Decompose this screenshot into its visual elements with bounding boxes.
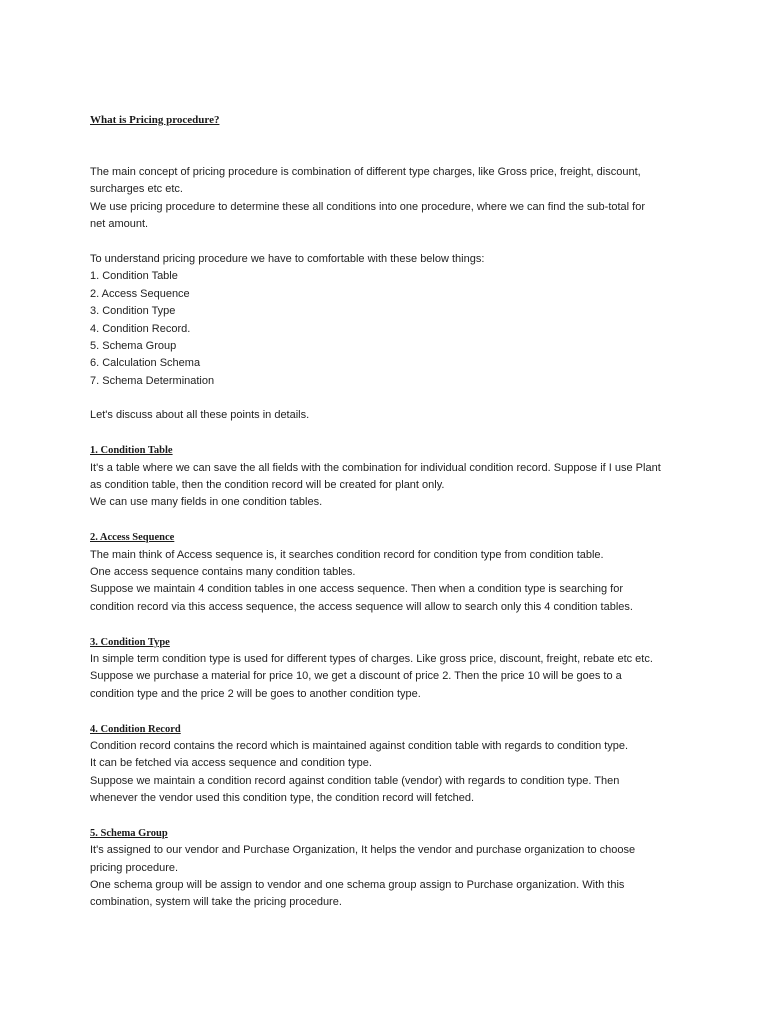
section-line: as condition table, then the condition record will be created for plant only. — [90, 479, 445, 492]
spacer — [90, 234, 680, 251]
list-item: 6. Calculation Schema — [90, 357, 201, 370]
section-line: condition record via this access sequence, the access sequence will allow to search only this 4 condition tables. — [90, 600, 633, 613]
intro-paragraph — [90, 164, 680, 234]
section-heading: 5. Schema Group — [90, 827, 168, 839]
list-item: 1. Condition Table — [90, 270, 178, 283]
document-title: What is Pricing procedure? — [90, 114, 220, 126]
intro-line: We use pricing procedure to determine these all conditions into one procedure, where we can find the sub-total for — [90, 200, 646, 213]
section-condition-type — [90, 634, 680, 704]
section-line: condition type and the price 2 will be goes to another condition type. — [90, 687, 421, 700]
spacer — [90, 390, 680, 407]
section-line: One schema group will be assign to vendor and one schema group assign to Purchase organization. With this — [90, 879, 625, 892]
section-line: Suppose we maintain a condition record against condition table (vendor) with regards to condition type. Then — [90, 774, 620, 787]
section-line: combination, system will take the pricing procedure. — [90, 896, 342, 909]
section-heading: 3. Condition Type — [90, 636, 170, 648]
section-line: Suppose we purchase a material for price 10, we get a discount of price 2. Then the price 10 will be goes to a — [90, 670, 622, 683]
spacer — [90, 425, 680, 442]
section-heading: 1. Condition Table — [90, 445, 173, 457]
section-line: The main think of Access sequence is, it searches condition record for condition type from condition table. — [90, 548, 604, 561]
section-line: It's assigned to our vendor and Purchase Organization, It helps the vendor and purchase organization to choose — [90, 844, 636, 857]
understand-line: To understand pricing procedure we have to comfortable with these below things: — [90, 252, 485, 265]
spacer — [90, 129, 680, 164]
list-item: 3. Condition Type — [90, 305, 176, 318]
section-line: One access sequence contains many condition tables. — [90, 565, 356, 578]
spacer — [90, 616, 680, 633]
intro-line: The main concept of pricing procedure is combination of different type charges, like Gross price, freight, discount, — [90, 166, 641, 178]
section-line: Suppose we maintain 4 condition tables in one access sequence. Then when a condition type is searching for — [90, 583, 624, 596]
intro-line: net amount. — [90, 218, 149, 231]
list-item: 2. Access Sequence — [90, 287, 190, 300]
section-line: In simple term condition type is used for different types of charges. Like gross price, discount, freight, rebate etc etc. — [90, 652, 653, 665]
section-schema-group — [90, 825, 680, 912]
section-line: We can use many fields in one condition tables. — [90, 496, 323, 509]
section-heading: 4. Condition Record — [90, 723, 181, 735]
intro-line: surcharges etc etc. — [90, 183, 183, 196]
section-line: whenever the vendor used this condition type, the condition record will fetched. — [90, 792, 475, 805]
section-condition-table — [90, 442, 680, 512]
spacer — [90, 512, 680, 529]
list-item: 7. Schema Determination — [90, 374, 215, 387]
section-line: Condition record contains the record which is maintained against condition table with regards to condition type. — [90, 739, 629, 752]
section-condition-record — [90, 721, 680, 808]
section-line: It can be fetched via access sequence and condition type. — [90, 757, 372, 770]
spacer — [90, 807, 680, 824]
discuss-line: Let's discuss about all these points in details. — [90, 409, 310, 422]
list-item: 5. Schema Group — [90, 339, 177, 352]
section-heading: 2. Access Sequence — [90, 532, 175, 544]
spacer — [90, 703, 680, 720]
section-line: It's a table where we can save the all fields with the combination for individual condition record. Suppose if I use Plant — [90, 461, 661, 474]
topic-list — [90, 268, 680, 390]
document-content — [90, 112, 680, 912]
list-item: 4. Condition Record. — [90, 322, 191, 335]
section-line: pricing procedure. — [90, 861, 179, 874]
section-access-sequence — [90, 529, 680, 616]
